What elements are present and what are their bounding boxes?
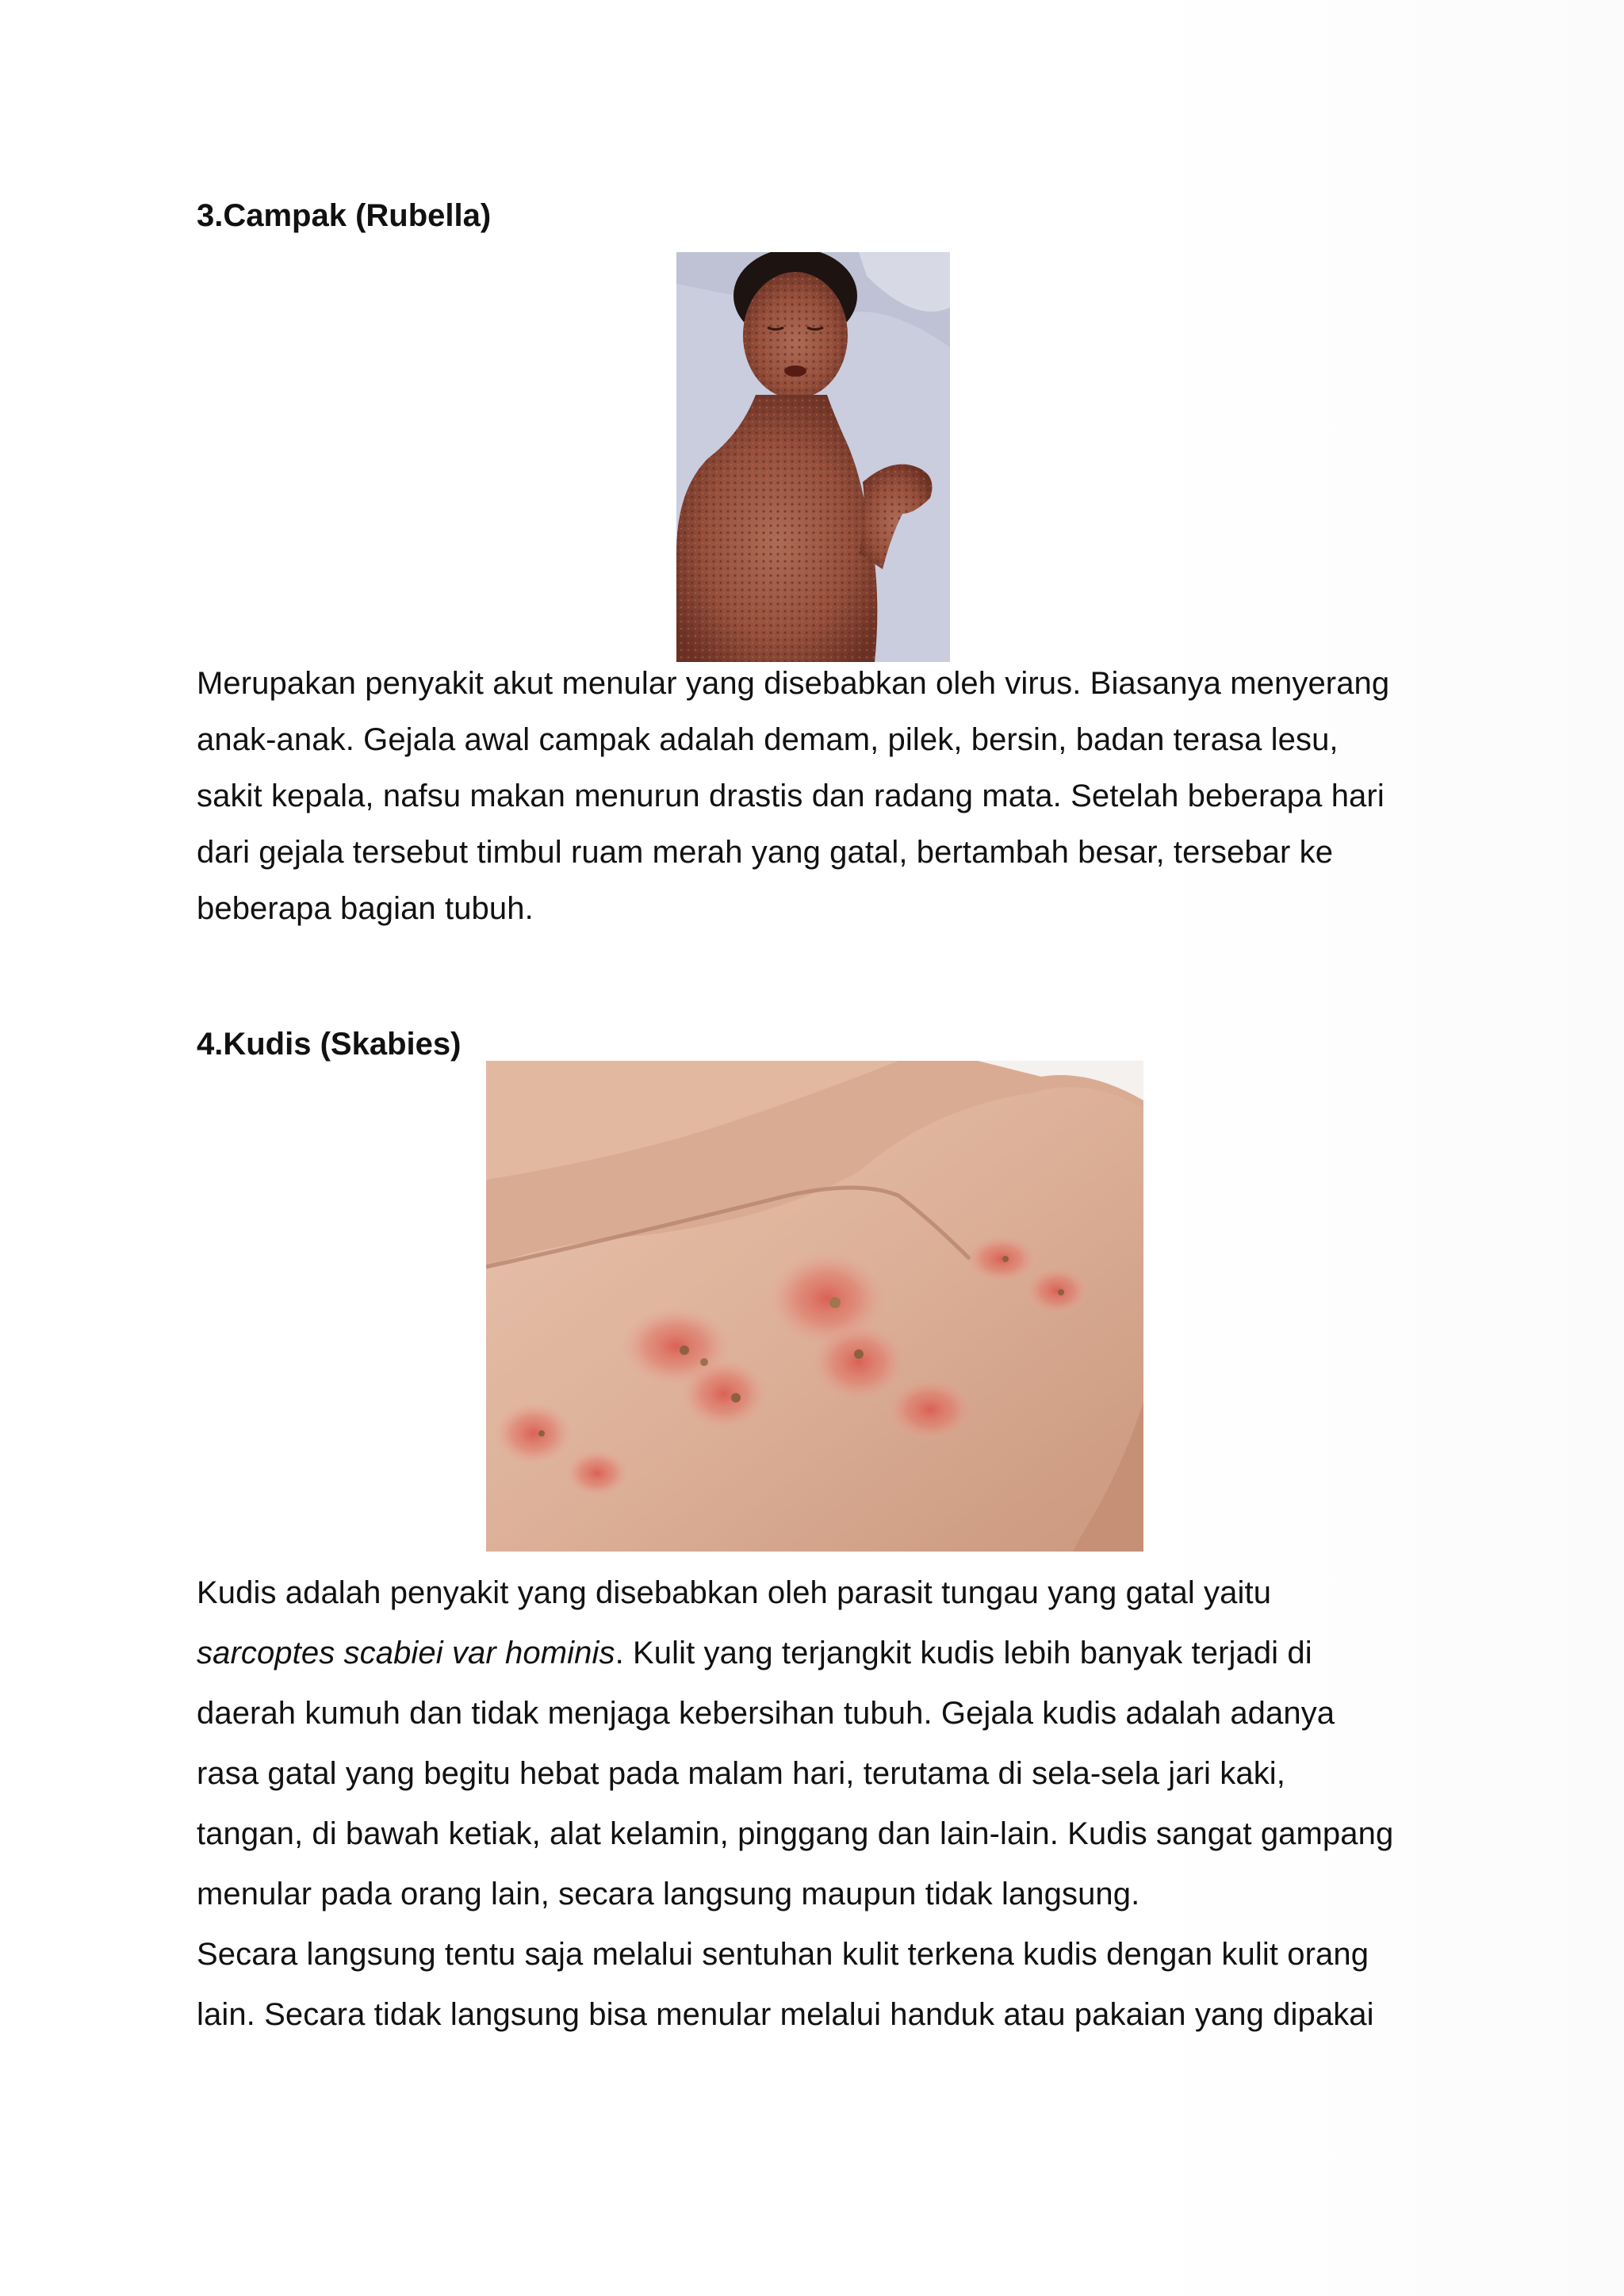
- kudis-description: [197, 1563, 1450, 2045]
- text-line: daerah kumuh dan tidak menjaga kebersihan tubuh. Gejala kudis adalah adanya: [197, 1696, 1335, 1731]
- text-line: dari gejala tersebut timbul ruam merah yang gatal, bertambah besar, tersebar ke: [197, 835, 1334, 870]
- text-line: tangan, di bawah ketiak, alat kelamin, pinggang dan lain-lain. Kudis sangat gampang: [197, 1816, 1394, 1851]
- text-line: Secara langsung tentu saja melalui sentuhan kulit terkena kudis dengan kulit orang: [197, 1937, 1369, 1972]
- campak-description: [197, 656, 1450, 937]
- text-line: Merupakan penyakit akut menular yang disebabkan oleh virus. Biasanya menyerang: [197, 666, 1390, 701]
- text-line: [197, 1623, 1450, 1683]
- measles-child-photo: [676, 252, 950, 662]
- text-line: menular pada orang lain, secara langsung maupun tidak langsung.: [197, 1877, 1140, 1911]
- text-line: sakit kepala, nafsu makan menurun drastis dan radang mata. Setelah beberapa hari: [197, 779, 1385, 813]
- text-line: anak-anak. Gejala awal campak adalah demam, pilek, bersin, badan terasa lesu,: [197, 722, 1339, 757]
- heading-campak: 3.Campak (Rubella): [197, 198, 492, 233]
- text-line: beberapa bagian tubuh.: [197, 891, 534, 926]
- scientific-name: sarcoptes scabiei var hominis: [197, 1636, 615, 1670]
- text-line: lain. Secara tidak langsung bisa menular melalui handuk atau pakaian yang dipakai: [197, 1997, 1374, 2032]
- scabies-skin-photo: [486, 1061, 1143, 1552]
- text-line: rasa gatal yang begitu hebat pada malam hari, terutama di sela-sela jari kaki,: [197, 1756, 1285, 1791]
- text-line: Kudis adalah penyakit yang disebabkan oleh parasit tungau yang gatal yaitu: [197, 1575, 1272, 1610]
- heading-kudis: 4.Kudis (Skabies): [197, 1027, 462, 1062]
- text-fragment: . Kulit yang terjangkit kudis lebih banyak terjadi di: [615, 1636, 1312, 1670]
